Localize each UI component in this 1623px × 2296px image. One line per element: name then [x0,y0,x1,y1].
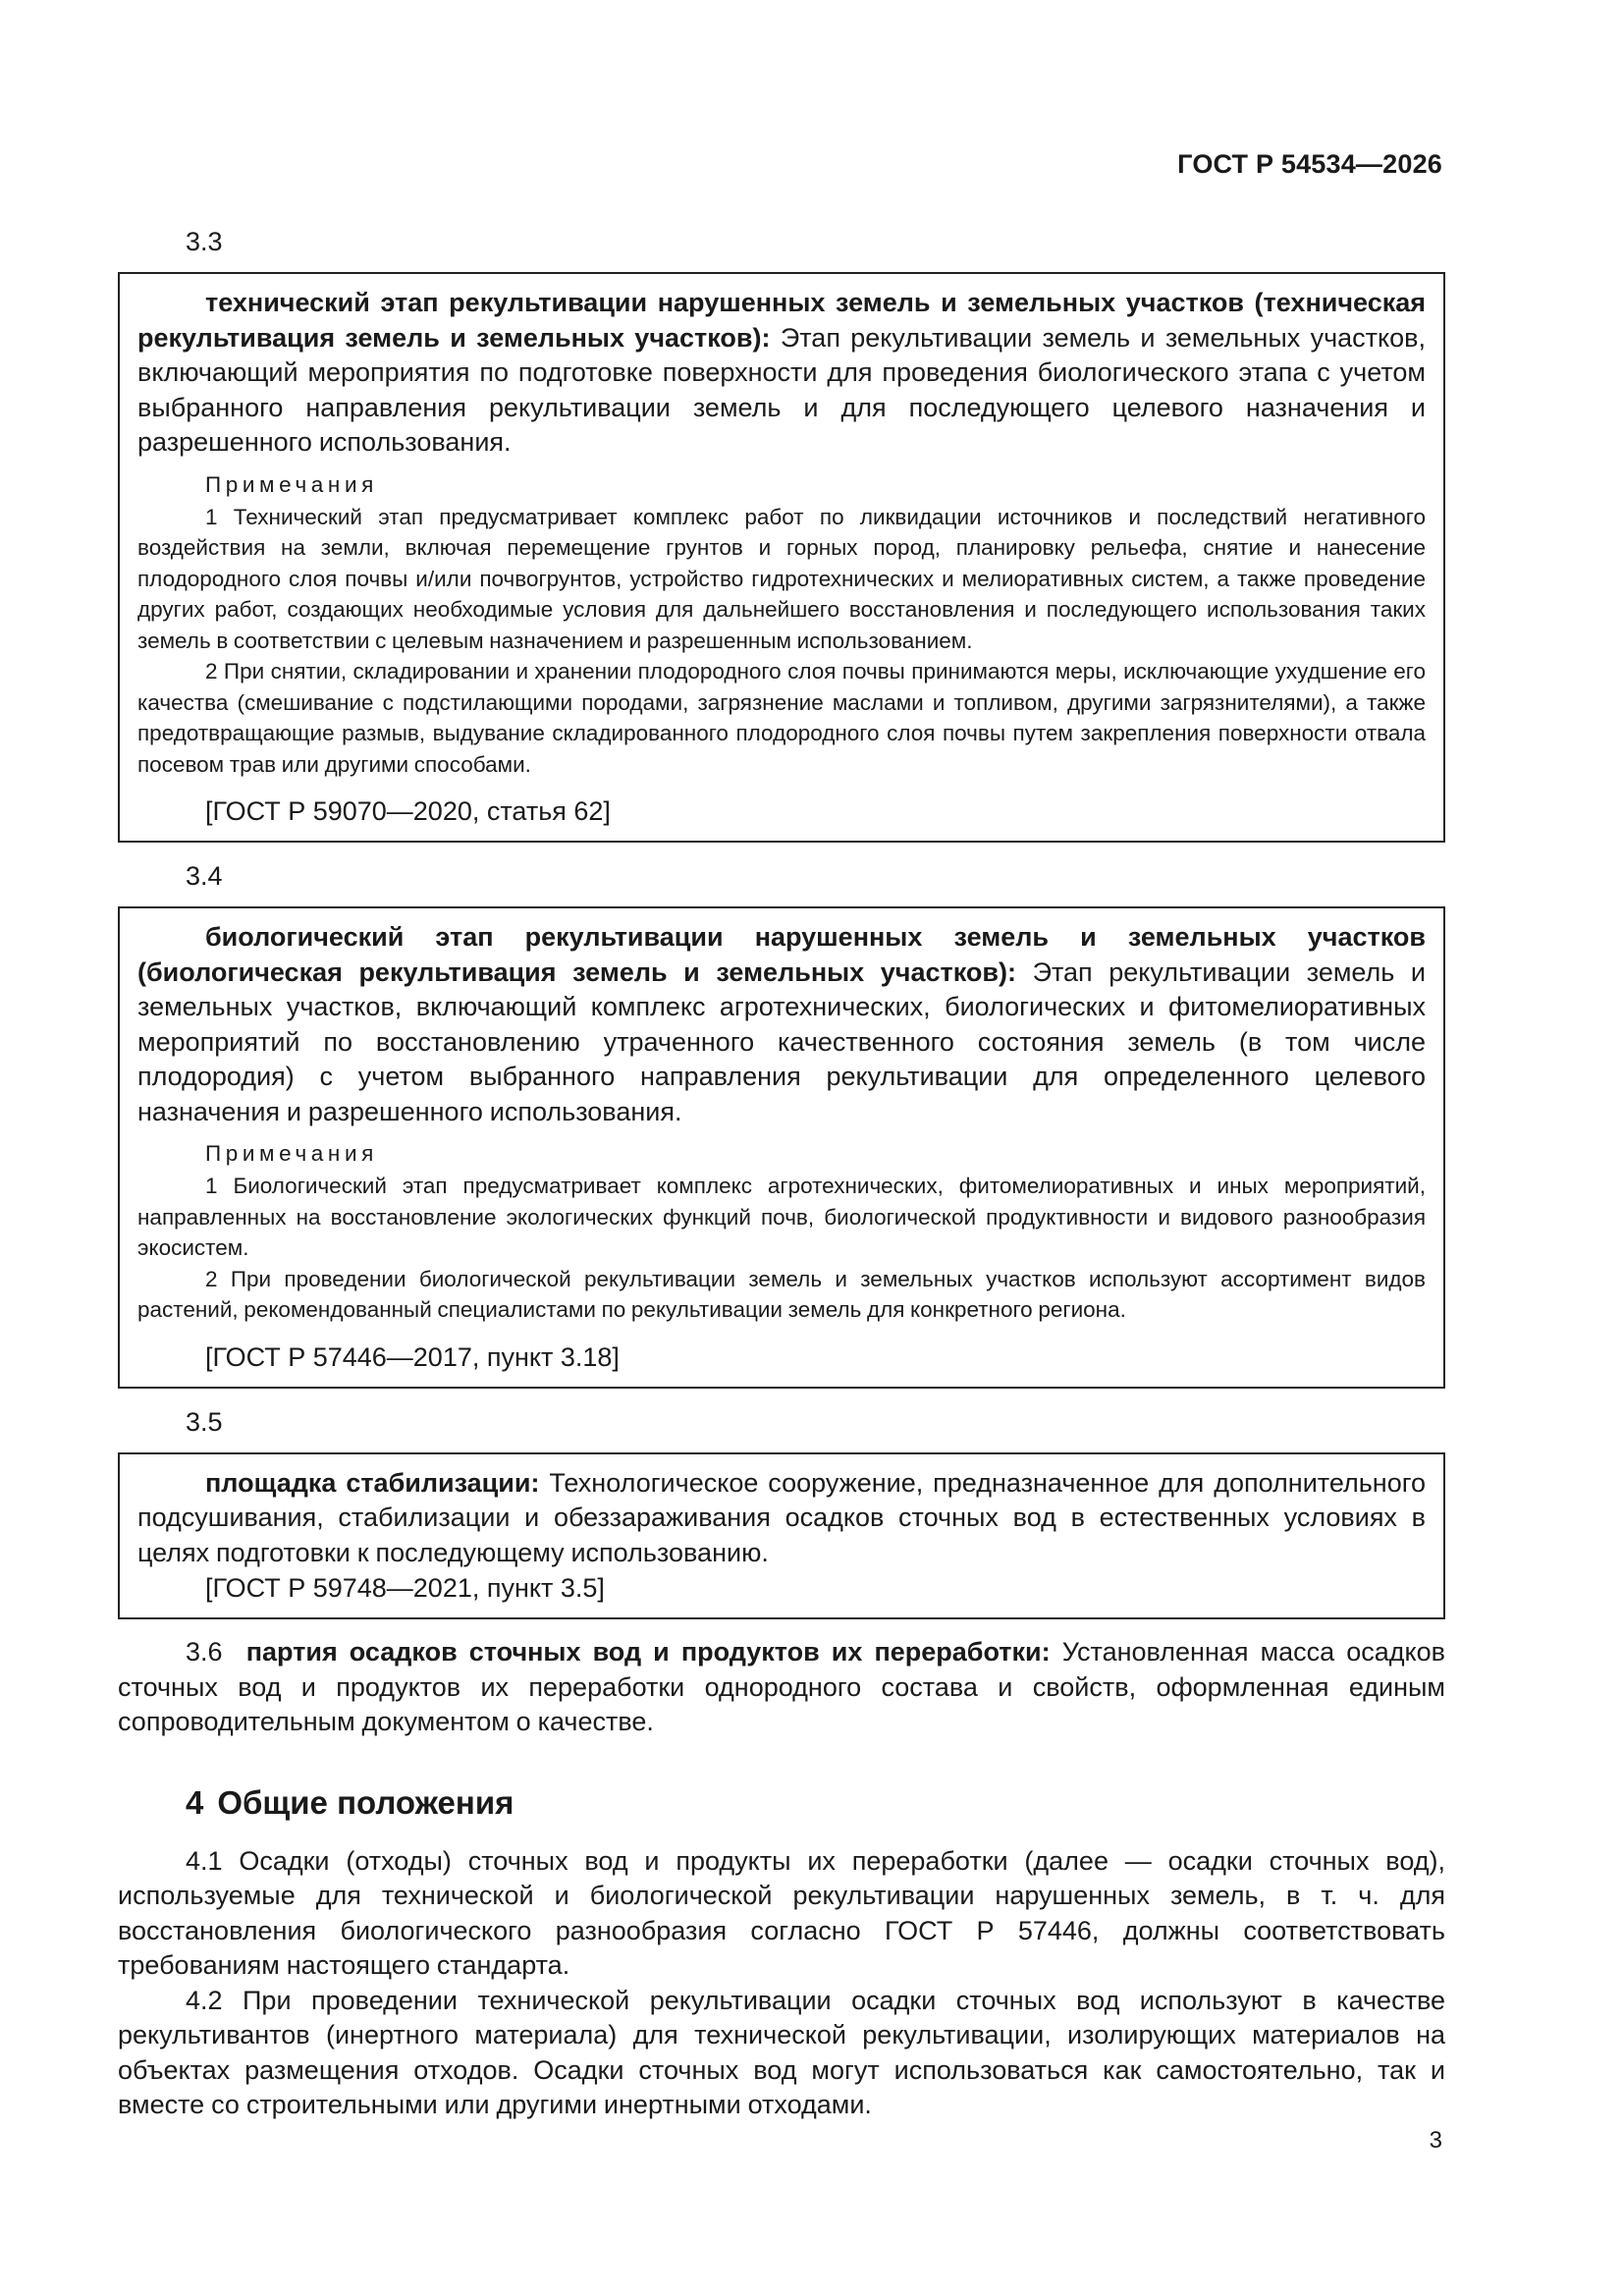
term-name: площадка стабилизации: [205,1467,540,1498]
paragraph: 4.2 При проведении технической рекультивации осадки сточных вод используют в качестве рекультивантов (инертного материала) для технической рекультивации, изолирующих материалов на объектах размещения отходов. Осадки сточных вод могут использоваться как самостоятельно, так и вместе со строительными или другими инертными отходами. [118,1985,1445,2119]
term-definition [137,920,1426,1129]
term-definition-text: Этап рекультивации земель и земельных участков, включающий комплекс агротехнических, биологических и фитомелиоративных мероприятий по восстановлению утраченного качественного состояния земель (в том числе плодородия) с учетом выбранного направления рекультивации для определенного целевого назначения и разрешенного использования. [137,957,1427,1126]
note-item: 1 Технический этап предусматривает комплекс работ по ликвидации источников и последствий негативного воздействия на земли, включая перемещение грунтов и горных пород, планировку рельефа, снятие и нанесение плодородного слоя почвы и/или почвогрунтов, устройство гидротехнических и мелиоративных систем, а также проведение других работ, создающих необходимые условия для дальнейшего восстановления и последующего использования таких земель в соответствии с целевым назначением и разрешенным использованием. [137,504,1426,653]
term-definition-text: Установленная масса осадков сточных вод и продуктов их переработки однородного состава и свойств, оформленная единым сопроводительным документом о качестве. [118,1637,1445,1736]
section-number: 4 [186,1783,204,1821]
term-source: [ГОСТ Р 59070—2020, статья 62] [205,796,611,826]
term-source: [ГОСТ Р 57446—2017, пункт 3.18] [205,1341,620,1372]
term-definition-text: Этап рекультивации земель и земельных участков, включающий мероприятия по подготовке поверхности для проведения биологического этапа с учетом выбранного направления рекультивации земель и для последующего целевого назначения и разрешенного использования. [137,322,1426,457]
page-number: 3 [1429,2127,1442,2154]
note-item: 2 При снятии, складировании и хранении плодородного слоя почвы принимаются меры, исключающие ухудшение его качества (смешивание с подстилающими породами, загрязнение маслами и топливом, другими загрязнителями), а также предотвращающие размыв, выдувание складированного плодородного слоя почвы путем закрепления поверхности отвала посевом трав или другими способами. [137,659,1426,777]
term-3-6 [118,1635,1445,1740]
term-definition [137,286,1426,461]
term-name: биологический этап рекультивации нарушенных земель и земельных участков (биологическая рекультивация земель и земельных участков): [137,922,1426,987]
notes-title: Примечания [205,471,378,497]
paragraph: 4.1 Осадки (отходы) сточных вод и продукты их переработки (далее — осадки сточных вод), используемые для технической и биологической рекультивации нарушенных земель, в т. ч. для восстановления биологического разнообразия согласно ГОСТ Р 57446, должны соответствовать требованиям настоящего стандарта. [118,1845,1445,1980]
term-number: 3.5 [186,1406,223,1437]
note-item: 1 Биологический этап предусматривает комплекс агротехнических, фитомелиоративных и иных мероприятий, направленных на восстановление экологических функций почв, биологической продуктивности и видового разнообразия экосистем. [137,1174,1426,1260]
term-box-3-5 [118,1452,1445,1620]
term-number: 3.4 [186,861,223,891]
term-number: 3.3 [186,227,223,256]
section-heading [186,1783,1445,1823]
notes-title: Примечания [205,1141,378,1166]
term-definition [137,1466,1426,1571]
term-name: партия осадков сточных вод и продуктов их переработки: [245,1637,1051,1667]
term-name: технический этап рекультивации нарушенных земель и земельных участков (техническая рекультивация земель и земельных участков): [137,288,1426,353]
term-definition-text: Технологическое сооружение, предназначенное для дополнительного подсушивания, стабилизации и обеззараживания осадков сточных вод в естественных условиях в целях подготовки к последующему использованию. [137,1467,1426,1567]
term-source: [ГОСТ Р 59748—2021, пункт 3.5] [205,1573,605,1603]
term-box-3-3 [118,272,1445,843]
term-number: 3.6 [186,1637,223,1667]
note-item: 2 При проведении биологической рекультивации земель и земельных участков используют ассортимент видов растений, рекомендованный специалистами по рекультивации земель для конкретного региона. [137,1266,1426,1322]
section-title: Общие положения [217,1783,514,1821]
standard-code-header: ГОСТ Р 54534—2026 [1177,149,1442,179]
term-box-3-4 [118,906,1445,1389]
page-content [118,224,1445,2123]
